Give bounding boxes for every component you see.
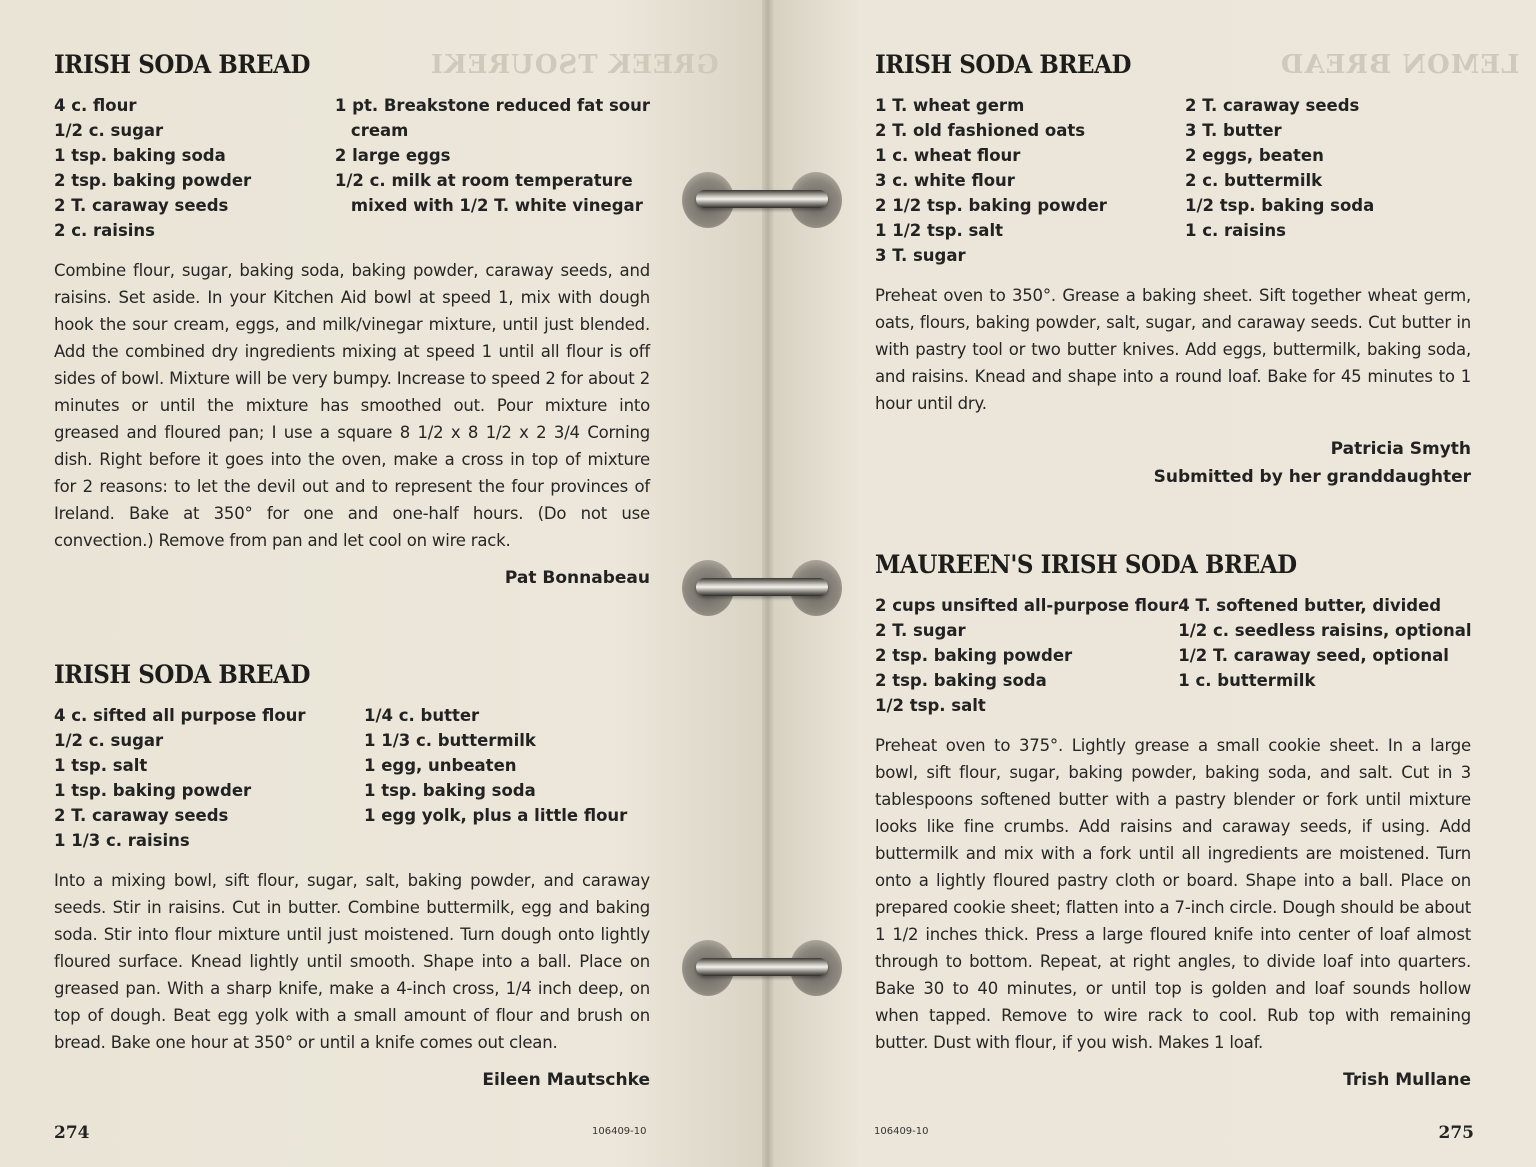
recipe-author: Trish Mullane [1343, 1070, 1471, 1090]
ingredients-list [875, 93, 1471, 268]
ingredients-column [54, 703, 364, 853]
ingredients-column [54, 93, 335, 243]
ingredient: 1 1/3 c. buttermilk [364, 731, 536, 750]
ingredient: 1/4 c. butter [364, 706, 480, 725]
ingredient: 1 egg, unbeaten [364, 756, 517, 775]
ingredient: 1 tsp. salt [54, 756, 148, 775]
ingredient: 2 tsp. baking powder [875, 646, 1073, 665]
ingredient: 2 T. caraway seeds [1185, 96, 1360, 115]
recipe-card [875, 550, 1471, 1094]
binder-ring [682, 172, 842, 228]
recipe-title: IRISH SODA BREAD [54, 50, 310, 79]
ingredient: 3 c. white flour [875, 171, 1015, 190]
ingredient: 4 c. flour [54, 96, 137, 115]
ingredient: 1 tsp. baking soda [364, 781, 536, 800]
binder-ring [682, 560, 842, 616]
ingredient: 1/2 T. caraway seed, optional [1178, 646, 1449, 665]
ingredient: 1/2 tsp. baking soda [1185, 196, 1375, 215]
ingredient: 1/2 c. sugar [54, 121, 164, 140]
binder-ring [682, 940, 842, 996]
show-through-text: GREEK TSOUREKI [430, 50, 719, 80]
recipe-instructions: Into a mixing bowl, sift flour, sugar, salt, baking powder, and caraway seeds. Stir in raisins. Cut in butter. Combine buttermilk, egg and baking soda. Stir into flour mixture until just moistened. Turn dough onto lightly floured surface. Knead lightly until smooth. Shape into a ball. Place on greased pan. With a sharp knife, make a 4-inch cross, 1/4 inch deep, on top of dough. Beat egg yolk with a small amount of flour and brush on bread. Bake one hour at 350° or until a knife comes out clean. [54, 871, 650, 1052]
recipe-instructions: Combine flour, sugar, baking soda, baking powder, caraway seeds, and raisins. Set aside. In your Kitchen Aid bowl at speed 1, mix with dough hook the sour cream, eggs, and milk/vinegar mixture, until just blended. Add the combined dry ingredients mixing at speed 1 until all flour is off sides of bowl. Mixture will be very bumpy. Increase to speed 2 for about 2 minutes or until the mixture has smoothed out. Pour mixture into greased and floured pan; I use a square 8 1/2 x 8 1/2 x 2 3/4 Corning dish. Right before it goes into the oven, make a cross in top of mixture for 2 reasons: to let the devil out and to represent the four provinces of Ireland. Bake at 350° for one and one-half hours. (Do not use convection.) Remove from pan and let cool on wire rack. [54, 261, 650, 550]
ingredient: 3 T. sugar [875, 246, 966, 265]
recipe-title: MAUREEN'S IRISH SODA BREAD [875, 550, 1297, 579]
ingredient: 1 egg yolk, plus a little flour [364, 806, 628, 825]
ingredient: cream [350, 121, 409, 140]
ingredient: 1 1/2 tsp. salt [875, 221, 1003, 240]
ring-bar [696, 578, 828, 596]
ingredient: 2 tsp. baking powder [54, 171, 252, 190]
ingredient: 1 1/3 c. raisins [54, 831, 190, 850]
recipe-title: IRISH SODA BREAD [54, 660, 310, 689]
ingredient: 2 T. caraway seeds [54, 196, 229, 215]
ingredient: 1/2 tsp. salt [875, 696, 986, 715]
ring-bar [696, 958, 828, 976]
recipe-title: IRISH SODA BREAD [875, 50, 1131, 79]
ingredient: 4 c. sifted all purpose flour [54, 706, 306, 725]
recipe-author: Pat Bonnabeau [504, 568, 650, 588]
ingredient: 2 eggs, beaten [1185, 146, 1324, 165]
ingredients-column [364, 703, 627, 853]
ingredient: 2 T. sugar [875, 621, 966, 640]
ingredients-column [335, 93, 650, 243]
ingredient: 2 c. buttermilk [1185, 171, 1323, 190]
ingredient: 1 c. wheat flour [875, 146, 1021, 165]
ingredient: 1 tsp. baking soda [54, 146, 226, 165]
ingredient: 1/2 c. sugar [54, 731, 164, 750]
ingredient: 2 cups unsifted all-purpose flour [875, 596, 1179, 615]
ingredient: mixed with 1/2 T. white vinegar [350, 196, 643, 215]
ingredients-list [875, 593, 1471, 718]
ingredient: 1 tsp. baking powder [54, 781, 252, 800]
show-through-text: LEMON BREAD [1280, 50, 1520, 80]
ingredient: 1 c. raisins [1185, 221, 1286, 240]
recipe-card [54, 660, 650, 1094]
ingredient: 2 1/2 tsp. baking powder [875, 196, 1107, 215]
recipe-instructions: Preheat oven to 350°. Grease a baking sheet. Sift together wheat germ, oats, flours, baking powder, salt, sugar, and caraway seeds. Cut butter in with pastry tool or two butter knives. Add eggs, buttermilk, baking soda, and raisins. Knead and shape into a round loaf. Bake for 45 minutes to 1 hour until dry. [875, 286, 1471, 413]
ingredient: 2 large eggs [334, 146, 451, 165]
recipe-card [54, 50, 650, 592]
ingredients-column [1185, 93, 1374, 268]
ingredient: 4 T. softened butter, divided [1178, 596, 1442, 615]
ingredients-list [54, 93, 650, 243]
page-number: 274 [54, 1123, 90, 1143]
ingredient: 2 c. raisins [54, 221, 155, 240]
ingredients-column [875, 593, 1178, 718]
recipe-author: Eileen Mautschke [482, 1070, 650, 1090]
ingredient: 1 T. wheat germ [875, 96, 1025, 115]
recipe-instructions: Preheat oven to 375°. Lightly grease a small cookie sheet. In a large bowl, sift flour, sugar, baking powder, baking soda, and salt. Cut in 3 tablespoons softened butter with a pastry blender or fork until mixture looks like fine crumbs. Add raisins and caraway seeds, if using. Add buttermilk and mix with a fork until all ingredients are moistened. Turn onto a lightly floured pastry cloth or board. Shape into a ball. Place on prepared cookie sheet; flatten into a 7-inch circle. Dough should be about 1 1/2 inches thick. Press a large floured knife into center of loaf almost through to bottom. Repeat, at right angles, to divide loaf into quarters. Bake 30 to 40 minutes, or until top is golden and loaf sounds hollow when tapped. Remove to wire rack to cool. Rub top with remaining butter. Dust with flour, if you wish. Makes 1 loaf. [875, 736, 1471, 1052]
ingredients-list [54, 703, 650, 853]
recipe-author: Patricia Smyth [1330, 439, 1471, 459]
ingredient: 1/2 c. seedless raisins, optional [1178, 621, 1472, 640]
ingredient: 2 T. caraway seeds [54, 806, 229, 825]
print-code: 106409-10 [874, 1126, 929, 1137]
print-code: 106409-10 [592, 1126, 647, 1137]
ingredient: 1 c. buttermilk [1178, 671, 1316, 690]
recipe-card [875, 50, 1471, 491]
page-number: 275 [1438, 1123, 1474, 1143]
ingredient: 2 tsp. baking soda [875, 671, 1047, 690]
ring-bar [696, 190, 828, 208]
ingredient: 1/2 c. milk at room temperature [334, 171, 633, 190]
ingredients-column [875, 93, 1185, 268]
ingredient: 3 T. butter [1185, 121, 1282, 140]
ingredient: 1 pt. Breakstone reduced fat sour [334, 96, 650, 115]
right-page [768, 0, 1536, 1167]
ingredient: 2 T. old fashioned oats [875, 121, 1086, 140]
ingredients-column [1178, 593, 1471, 718]
recipe-author-note: Submitted by her granddaughter [1153, 467, 1471, 487]
